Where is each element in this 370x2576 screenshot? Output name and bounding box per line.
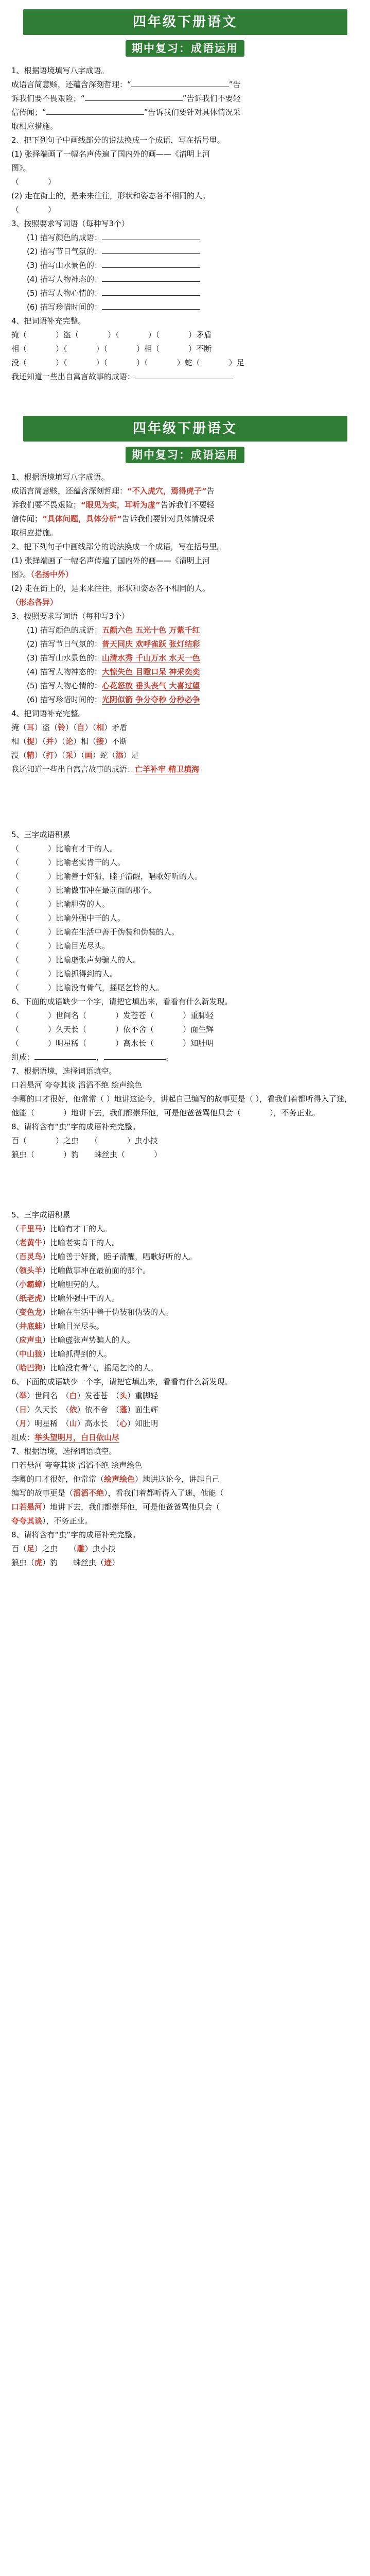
blank[interactable] [34,1050,96,1060]
q7-line2 [11,1486,359,1500]
q1-line3 [11,106,359,120]
answer: 雕 [77,1544,85,1553]
q7-text: ），看我们着都听得入了迷，他能（ [104,1488,224,1498]
sheet-answer-part1 [0,384,370,776]
q3-label: (5) 描写人物心情的： [27,289,102,298]
blank[interactable] [85,92,183,101]
q7-line4 [11,1514,359,1528]
q3-item [11,637,359,651]
q8-text: ） [112,1558,120,1567]
answer: 虎 [34,1558,43,1567]
answer: 变色龙 [19,1308,43,1317]
q3-title: 3、按照要求写词语（每种写3个） [11,219,130,228]
blank[interactable] [102,300,200,310]
blank[interactable] [46,106,144,115]
answer: 光阴似箭 争分夺秒 分秒必争 [102,695,200,704]
answer: 精 [27,751,35,760]
q4-title: 4、把词语补充完整。 [11,316,86,326]
answer: 夸夸其谈 [11,1516,43,1526]
q2-item1a: (1) 张择端画了一幅名声传遍了国内外的画——《清明上河 [11,556,210,565]
answer: 蓬 [119,1405,128,1414]
char: 盗 [42,723,50,732]
blank[interactable] [104,1050,166,1060]
answer: 迹 [104,1558,112,1567]
answer: 添 [115,751,124,760]
blank[interactable] [102,231,200,240]
q1-text: 成语言简意赅，还蕴含深刻哲理： [11,80,128,89]
idiom: 面生辉 [135,1405,158,1414]
char: 掩 [11,330,20,340]
sheet-blank-part2 [0,776,370,1162]
answer: “不入虎穴，焉得虎子” [127,486,207,496]
banner-title: 四年级下册语文 [23,9,347,35]
q8-text: ）之虫 [56,1136,79,1145]
q8-title: 8、请将含有“虫”字的成语补充完整。 [11,1530,140,1539]
answer: 接 [96,737,104,746]
q5-text: 比喻做事冲在最前面的那个。 [50,1266,151,1275]
q4-row3: 没（ ）（ ）（ ）（ ）蛇（ ）足 [11,358,244,367]
blank[interactable] [102,245,200,254]
q1-text: 告 [233,80,241,89]
answer: 并 [46,737,54,746]
q2-text: 图》。 [11,570,31,579]
answer: 领头羊 [19,1266,43,1275]
char: 相 [11,344,20,353]
answer: 五颜六色 五光十色 万紫千红 [102,625,200,635]
q1-text: 告 [206,486,215,496]
q8-row1 [11,1134,359,1148]
q3-label: (1) 描写颜色的成语： [27,625,102,635]
answer: 采 [65,751,74,760]
q4-tail-text: 我还知道一些出自寓言故事的成语： [11,765,135,774]
q5-item: （ ）比喻目光尽头。 [11,941,110,951]
subtitle-badge: 期中复习：成语运用 [126,447,244,463]
answer: 打 [46,751,54,760]
q1-line3 [11,512,359,526]
q5-text: 比喻目光尽头。 [56,941,110,951]
q5-text: 比喻老实肯干的人。 [56,858,126,867]
q8-text: 狼虫（ [11,1558,35,1567]
char: 没 [11,751,20,760]
q7-text: ）地讲这论今，讲起自己 [135,1475,220,1484]
q8-text: 狼虫（ [11,1150,35,1159]
q5-text: 比喻善于奸猾，睦子清醒，唱歌好听的人。 [50,1252,197,1261]
q5-text: 比喻胆劳的人。 [56,900,110,909]
q2-item1a: (1) 张择端画了一幅名声传遍了国内外的画——《清明上河 [11,149,210,159]
q5-item: （哈巴狗）比喻没有骨气，摇尾乞怜的人。 [11,1363,158,1372]
char: 盗 [63,330,72,340]
q5-title: 5、三字成语积累 [11,1210,71,1219]
q5-item: （应声虫）比喻虚张声势骗人的人。 [11,1335,135,1345]
q7-line1 [11,1472,359,1486]
q5-text: 比喻有才干的人。 [56,844,118,853]
subtitle [11,40,359,57]
idiom: 发苍苍 [84,1391,108,1400]
q1-text: 成语言简意赅，还蕴含深刻哲理： [11,486,128,496]
q1-text: 信传闻； [11,108,43,117]
idiom: 面生辉 [190,1025,214,1034]
q4-row2: 相（提）（并）（论）相（接）不断 [11,737,128,746]
q5-text: 比喻在生活中善于伪装和伪装的人。 [50,1308,174,1317]
q7-text: ），不务正业。 [270,1108,320,1117]
q2-item2: (2) 走在街上的，是来来往往，形状和姿态各不相同的人。 [11,584,210,593]
idiom: 明星稀 [34,1419,58,1428]
q1-text: 告诉我们不要轻 [186,94,241,103]
idiom: 重脚轻 [135,1391,158,1400]
q7-words: 口若悬河 夸夸其谈 滔滔不绝 绘声绘色 [11,1080,143,1090]
q5-text: 比喻抓得到的人。 [50,1349,112,1359]
q5-text: 比喻没有骨气，摇尾乞怜的人。 [50,1363,158,1372]
char: 不断 [112,737,128,746]
q8-text: （ [94,1136,98,1145]
answer: 小霸蟑 [19,1280,43,1289]
q6-title: 6、下面的成语缺少一个字，请把它填出来，看看有什么新发现。 [11,1377,233,1386]
quote-close: ” [144,108,148,117]
answer: 千里马 [19,1224,43,1233]
answer: 依 [69,1405,77,1414]
char: 足 [236,358,244,367]
answer: 老黄牛 [19,1238,43,1247]
q3-item [11,286,359,300]
q7-text: 李卿的口才很好，他常常（ [11,1475,104,1484]
answer: 山清水秀 千山万水 水天一色 [102,653,200,663]
q8-text: 蛛丝虫（ [94,1150,126,1159]
quote-open: “ [42,108,46,117]
q3-item [11,651,359,665]
q2-answer [11,596,359,609]
q3-label: (4) 描写人物神态的： [27,667,102,676]
idiom: 依不舍 [84,1405,108,1414]
q3-item [11,245,359,259]
q7-text: ）地讲下去，我们都崇拜他，可是他爸爸骂他只会（ [63,1108,241,1117]
idiom: 知肚明 [190,1039,214,1048]
q7-line3 [11,1500,359,1514]
q5-item: （ ）比喻外强中干的人。 [11,913,126,923]
q1-text: 告诉我们要针对具体情况采 [148,108,241,117]
q7-text: 编写的故事更是（ [11,1488,74,1498]
q8-text: ）之虫 [34,1544,58,1553]
q1-title: 1、根据语境填写八字成语。 [11,66,109,75]
q5-text: 比喻外强中干的人。 [50,1294,120,1303]
q5-item: （中山狼）比喻抓得到的人。 [11,1349,112,1359]
q3-item [11,273,359,286]
quote-close: ” [182,94,187,103]
q5-item: （ ）比喻做事冲在最前面的那个。 [11,886,156,895]
q7-words: 口若悬河 夸夸其谈 滔滔不绝 绘声绘色 [11,1461,143,1470]
idiom: 知肚明 [135,1419,158,1428]
q5-text: 比喻有才干的人。 [50,1224,112,1233]
q2-title: 2、把下列句子中画线部分的说法换成一个成语，写在括号里。 [11,542,225,551]
q4-row2: 相（ ）（ ）（ ）相（ ）不断 [11,344,212,353]
answer: 提 [27,737,35,746]
answer: 举 [19,1391,27,1400]
q7-title: 7、根据语境，选择词语填空。 [11,1447,117,1456]
q8-text: ）虫小技 [84,1544,116,1553]
q8-text: 百（ [11,1136,27,1145]
answer: 月 [19,1419,27,1428]
q3-label: (6) 描写珍惜时间的： [27,302,102,312]
char: 矛盾 [196,330,212,340]
idiom: 久天长 [56,1025,79,1034]
q5-item: （百灵鸟）比喻善于奸猾，睦子清醒，唱歌好听的人。 [11,1252,197,1261]
q5-item: （ ）比喻胆劳的人。 [11,900,110,909]
q3-label: (1) 描写颜色的成语： [27,233,102,242]
answer: 中山狼 [19,1349,43,1359]
q6-group: 组成： ， 。 [11,1050,359,1064]
q1-text: 诉我们要不畏艰险； [11,94,81,103]
q5-text: 比喻善于奸猾，睦子清醒，唱歌好听的人。 [56,872,203,881]
answer: 百灵鸟 [19,1252,43,1261]
q2-item1b: 图》。 [11,163,31,173]
q5-item: （ ）比喻抓得到的人。 [11,969,118,978]
subtitle [11,447,359,463]
answer: 哈巴狗 [19,1363,43,1372]
q2-item1b [11,568,359,582]
q7-text: 李卿的口才很好，他常常（ ）地讲这论今，讲起自己编写的故事更是（ ），看我们着都听得入了迷，他能（ [11,1094,353,1117]
idiom: 重脚轻 [190,1011,214,1020]
q1-line4: 取相应措施。 [11,122,58,131]
answer: 头 [119,1391,128,1400]
char: 蛇 [100,751,108,760]
q4-row3: 没（精）（打）（采）（画）蛇（添）足 [11,751,139,760]
group-label: 组成： [11,1433,35,1442]
q8-text: （ [73,1544,77,1553]
q5-item: （ ）比喻老实肯干的人。 [11,858,126,867]
q5-text: 比喻胆劳的人。 [50,1280,104,1289]
q5-text: 比喻老实肯干的人。 [50,1238,120,1247]
char: 矛盾 [112,723,128,732]
blank[interactable] [102,286,200,296]
q3-title: 3、按照要求写词语（每种写3个） [11,612,130,621]
q5-text: 比喻在生活中善于伪装和伪装的人。 [56,927,180,937]
answer: 心 [119,1419,128,1428]
q4-tail [11,762,359,776]
answer: 画 [84,751,93,760]
q1-line1 [11,484,359,498]
q1-line1 [11,78,359,92]
answer: 耳 [27,723,35,732]
q1-title: 1、根据语境填写八字成语。 [11,472,109,482]
idiom: 发苍苍 [123,1011,147,1020]
q5-text: 比喻虚张声势骗人的人。 [56,955,141,964]
q2-title: 2、把下列句子中画线部分的说法换成一个成语，写在括号里。 [11,135,225,145]
q8-text: 百（ [11,1544,27,1553]
answer: 普天同庆 欢呼雀跃 张灯结彩 [102,639,200,649]
answer: 论 [65,737,74,746]
answer: 纸老虎 [19,1294,43,1303]
q5-item: （ ）比喻善于奸猾，睦子清醒，唱歌好听的人。 [11,872,203,881]
quote-open: “ [127,80,131,89]
idiom: 世间名 [56,1011,79,1020]
q5-item: （纸老虎）比喻外强中干的人。 [11,1294,120,1303]
q8-text: ）虫小技 [127,1136,158,1145]
q3-item [11,300,359,314]
q5-text: 比喻外强中干的人。 [56,913,126,923]
answer: 举头望明月，白日依山尽 [34,1433,120,1442]
q5-item: （变色龙）比喻在生活中善于伪装和伪装的人。 [11,1308,174,1317]
group-label: 组成： [11,1053,35,1062]
q3-item [11,679,359,693]
q5-item: （ ）比喻没有骨气，摇尾乞怜的人。 [11,983,164,992]
q5-item: （领头羊）比喻做事冲在最前面的那个。 [11,1266,151,1275]
answer: 亡羊补牢 精卫填海 [135,765,200,774]
q4-row1: 掩（ ）盗（ ）（ ）（ ）矛盾 [11,330,212,340]
q8-text: 蛛丝虫（ [73,1558,104,1567]
q3-item [11,231,359,245]
q5-title: 5、三字成语积累 [11,830,71,839]
q1-text: 信传闻； [11,514,43,523]
q4-tail [11,370,359,384]
answer: 心花怒放 垂头丧气 大喜过望 [102,681,200,690]
q8-text: ）豹 [42,1558,58,1567]
q8-text: ） [154,1150,162,1159]
char: 不断 [196,344,212,353]
q2-answer-slot: （ ） [11,205,56,214]
q2-answer-slot: （ ） [11,177,56,187]
q6-row3: （月）明星稀 （山）高水长 （心）知肚明 [11,1419,158,1428]
answer: 滔滔不绝 [73,1488,104,1498]
answer: 山 [69,1419,77,1428]
char: 蛇 [184,358,192,367]
quote-open: “ [81,94,85,103]
char: 没 [11,358,20,367]
answer: 口若悬河 [11,1502,43,1512]
q3-label: (5) 描写人物心情的： [27,681,102,690]
answer: 日 [19,1405,27,1414]
q5-item: （井底蛙）比喻目光尽头。 [11,1321,104,1331]
idiom: 高水长 [123,1039,147,1048]
q6-title: 6、下面的成语缺少一个字，请把它填出来，看看有什么新发现。 [11,997,233,1006]
q5-item: （ ）比喻虚张声势骗人的人。 [11,955,141,964]
q3-item [11,665,359,679]
sheet-answer-part2 [0,1162,370,1570]
q3-label: (3) 描写山水景色的： [27,653,102,663]
q6-row3: （ ）明星稀（ ）高水长（ ）知肚明 [11,1039,214,1048]
q3-label: (6) 描写珍惜时间的： [27,695,102,704]
sheet-blank-part1 [0,0,370,384]
q5-item: （ ）比喻在生活中善于伪装和伪装的人。 [11,927,180,937]
q3-label: (2) 描写节日气氛的： [27,639,102,649]
q6-row1: （举）世间名 （白）发苍苍 （头）重脚轻 [11,1391,158,1400]
q5-text: 比喻抓得到的人。 [56,969,118,978]
answer: 应声虫 [19,1335,43,1345]
quote-close: ” [228,80,233,89]
q5-item: （千里马）比喻有才干的人。 [11,1224,112,1233]
answer: 足 [27,1544,35,1553]
answer: （形态各异） [11,598,58,607]
q8-title: 8、请将含有“虫”字的成语补充完整。 [11,1122,140,1131]
char: 相 [144,344,152,353]
q3-label: (4) 描写人物神态的： [27,275,102,284]
answer: （名扬中外） [30,570,74,579]
q3-item [11,693,359,707]
q8-row2 [11,1556,359,1570]
blank[interactable] [102,259,200,268]
char: 相 [81,737,89,746]
q8-text: ）豹 [63,1150,79,1159]
char: 掩 [11,723,20,732]
q3-item [11,623,359,637]
q5-item: （小霸蟑）比喻胆劳的人。 [11,1280,104,1289]
answer: 相 [96,723,104,732]
q4-title: 4、把词语补充完整。 [11,709,86,718]
q1-text: 告诉我们要针对具体情况采 [121,514,215,523]
answer: 井底蛙 [19,1321,43,1331]
answer: “眼见为实，耳听为虚” [81,500,161,510]
char: 足 [131,751,139,760]
blank[interactable] [135,370,233,379]
q3-label: (3) 描写山水景色的： [27,261,102,270]
q5-text: 比喻目光尽头。 [50,1321,104,1331]
q5-text: 比喻没有骨气，摇尾乞怜的人。 [56,983,164,992]
q1-text: 诉我们要不畏艰险； [11,500,81,510]
q4-row1: 掩（耳）盗（铃）（自）（相）矛盾 [11,723,128,732]
answer: 大惊失色 目瞪口呆 神采奕奕 [102,667,200,676]
q5-item: （老黄牛）比喻老实肯干的人。 [11,1238,120,1247]
q5-item: （ ）比喻有才干的人。 [11,844,118,853]
q3-item [11,259,359,273]
q7-paragraph [11,1092,359,1120]
q8-row2 [11,1148,359,1162]
punct: 。 [166,1053,174,1062]
q5-text: 比喻做事冲在最前面的那个。 [56,886,156,895]
q7-title: 7、根据语境，选择词语填空。 [11,1066,117,1076]
subtitle-badge: 期中复习：成语运用 [126,40,244,57]
q1-line2 [11,498,359,512]
idiom: 世间名 [34,1391,58,1400]
q6-row2: （日）久天长 （依）依不舍 （蓬）面生辉 [11,1405,158,1414]
answer: 铃 [58,723,66,732]
idiom: 久天长 [34,1405,58,1414]
q7-text: ）地讲下去，我们都崇拜他，可是他爸爸骂他只会（ [42,1502,220,1512]
q8-row1 [11,1542,359,1556]
q3-label: (2) 描写节日气氛的： [27,247,102,256]
blank[interactable] [131,78,229,87]
q7-text: ），不务正业。 [42,1516,93,1526]
q4-tail-text: 我还知道一些出自寓言故事的成语： [11,372,135,381]
answer: “具体问题，具体分析” [42,514,122,523]
answer: 白 [69,1391,77,1400]
answer: 自 [77,723,85,732]
q2-item2: (2) 走在街上的，是来来往往，形状和姿态各不相同的人。 [11,191,210,200]
q1-line4: 取相应措施。 [11,528,58,537]
q6-row2: （ ）久天长（ ）依不舍（ ）面生辉 [11,1025,214,1034]
q5-text: 比喻虚张声势骗人的人。 [50,1335,135,1345]
answer: 绘声绘色 [104,1475,135,1484]
q1-text: 告诉我们不要轻 [160,500,215,510]
banner-title: 四年级下册语文 [23,416,347,442]
idiom: 高水长 [84,1419,108,1428]
char: 相 [11,737,20,746]
blank[interactable] [102,273,200,282]
idiom: 明星稀 [56,1039,79,1048]
q6-row1: （ ）世间名（ ）发苍苍（ ）重脚轻 [11,1011,214,1020]
idiom: 依不舍 [123,1025,147,1034]
q1-line2 [11,92,359,106]
q6-group [11,1431,359,1445]
